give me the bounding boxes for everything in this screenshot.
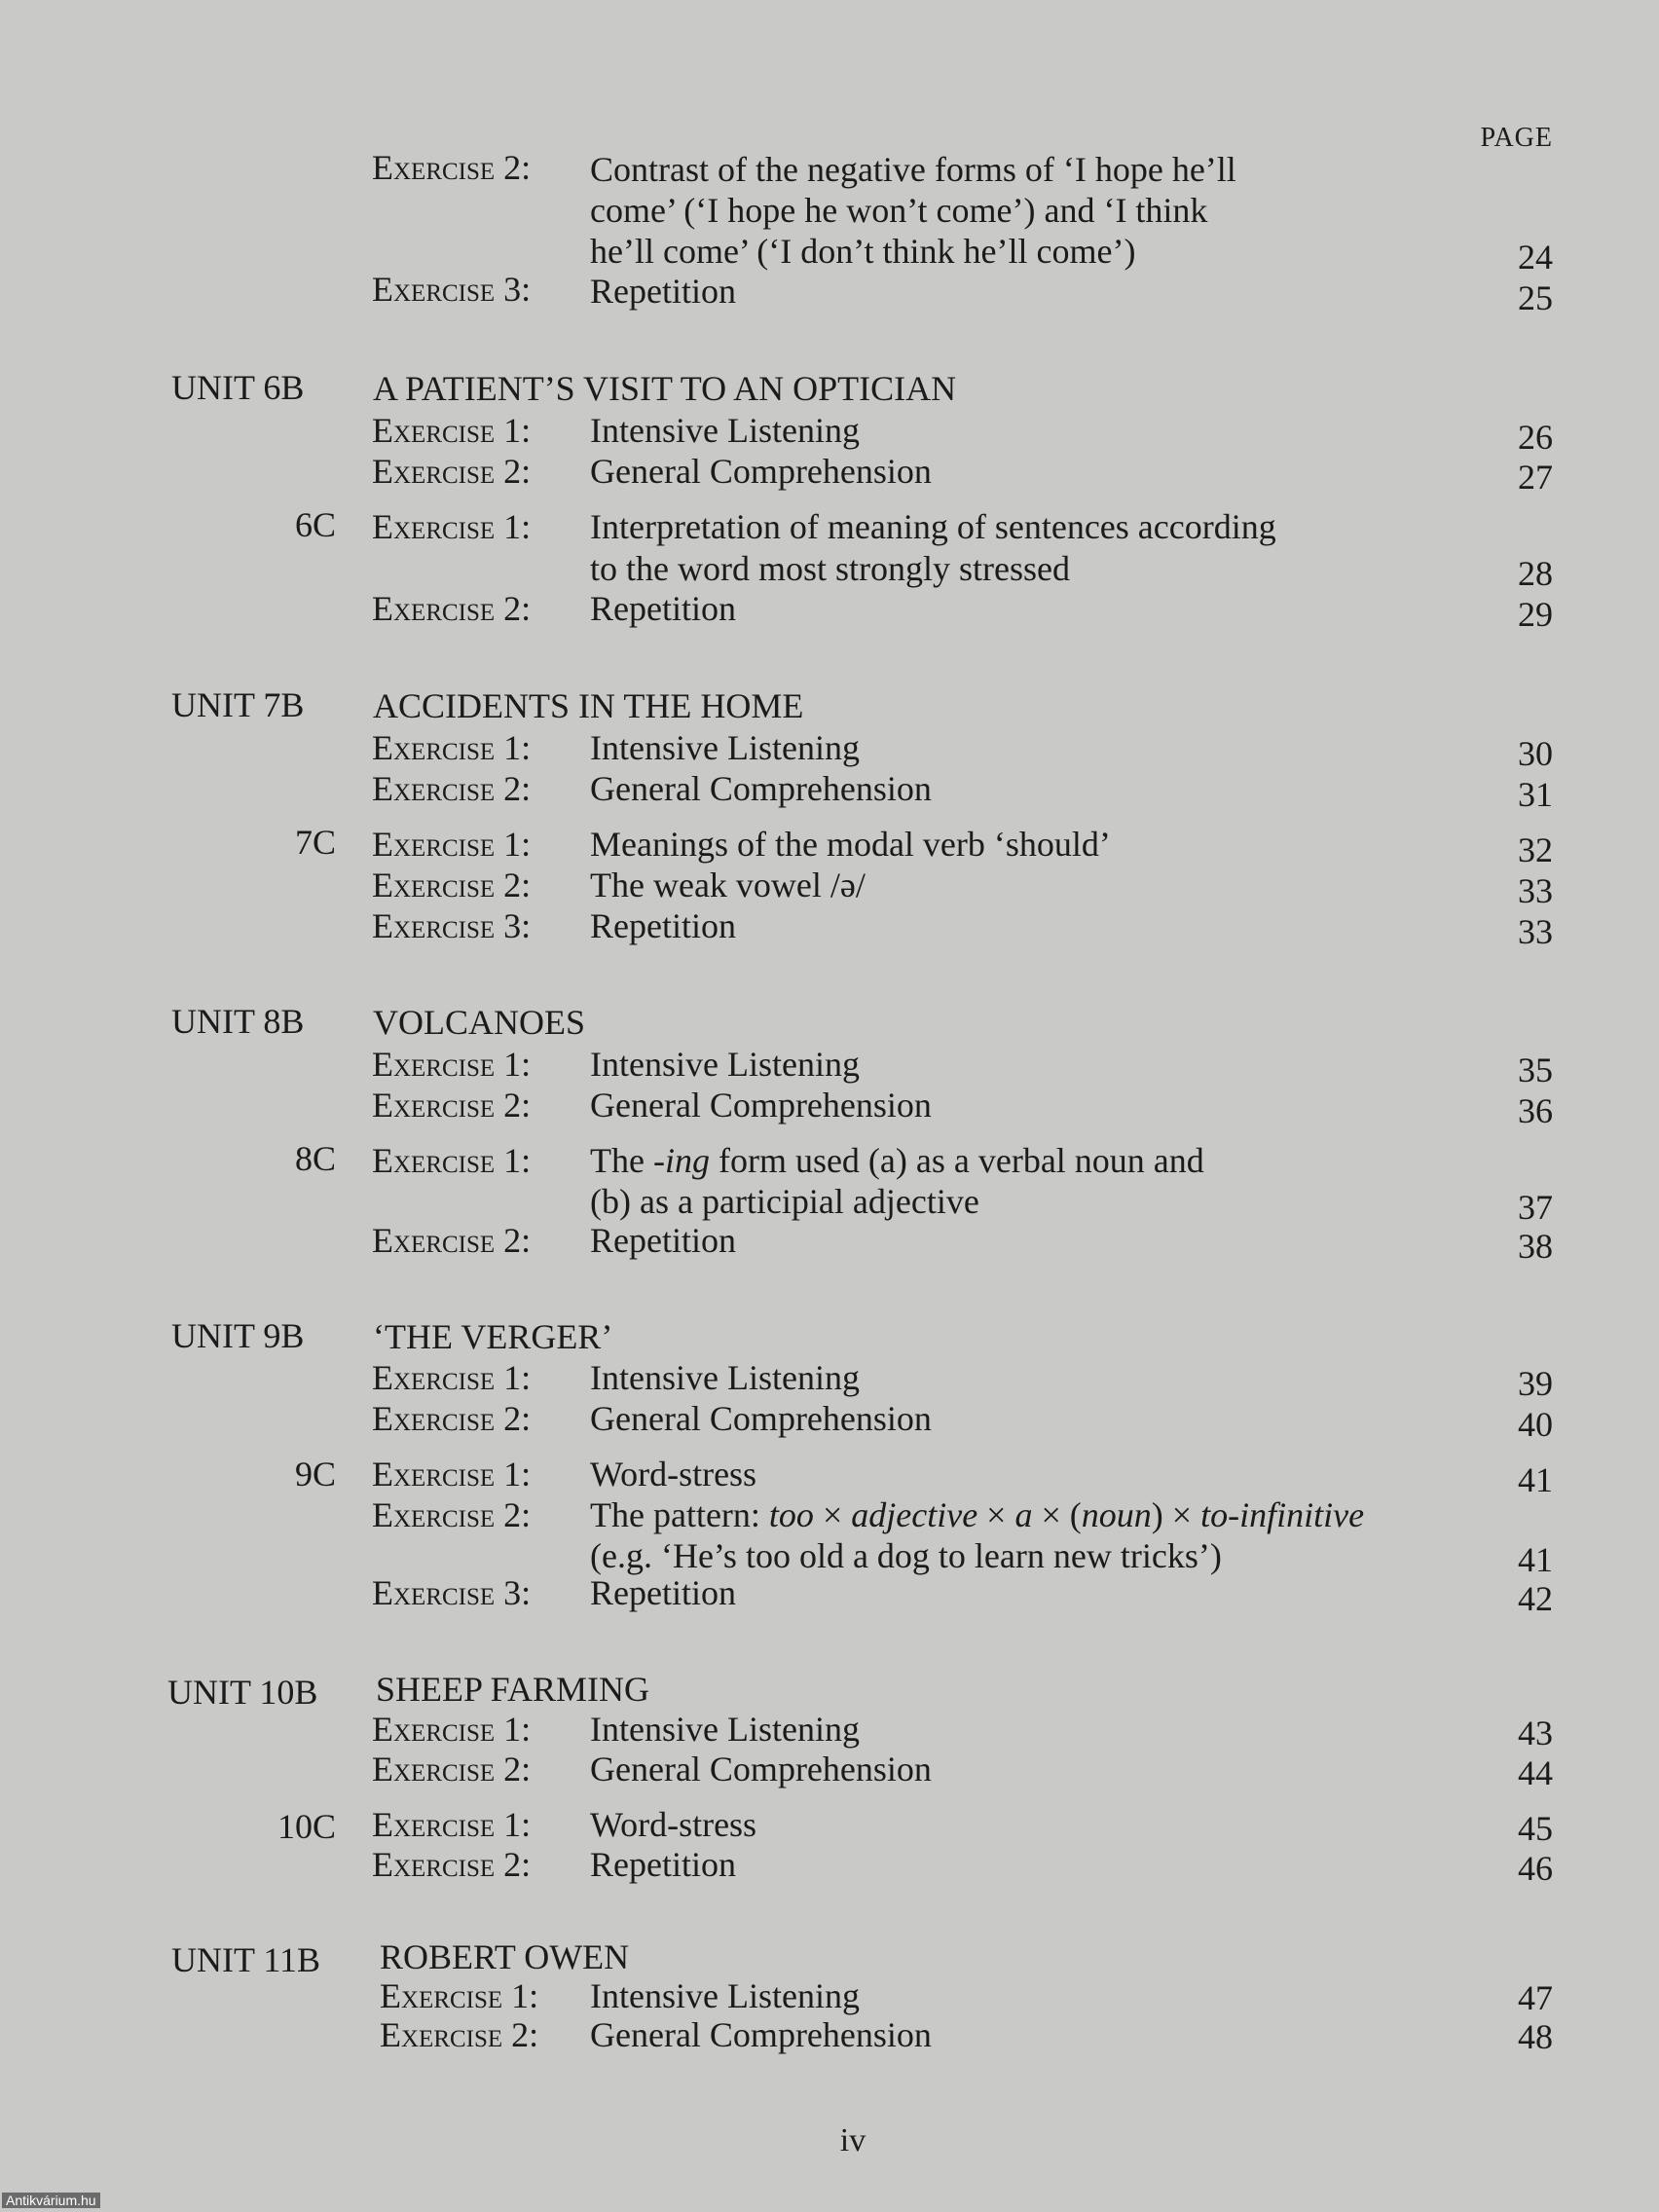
exercise-label: Exercise 1: <box>372 1710 532 1749</box>
exercise-label: Exercise 2: <box>372 1086 532 1124</box>
exercise-description: he’ll come’ (‘I don’t think he’ll come’) <box>590 232 1136 271</box>
exercise-description: Intensive Listening <box>590 1358 860 1397</box>
exercise-description: General Comprehension <box>590 2015 932 2054</box>
page-number: 39 <box>1518 1364 1553 1403</box>
exercise-description: Repetition <box>590 906 736 945</box>
exercise-description: General Comprehension <box>590 452 932 491</box>
exercise-label: Exercise 2: <box>372 1221 532 1260</box>
exercise-description: Intensive Listening <box>590 1045 860 1084</box>
exercise-label: Exercise 2: <box>372 1495 532 1534</box>
exercise-description: The -ing form used (a) as a verbal noun and <box>590 1141 1204 1180</box>
exercise-label: Exercise 2: <box>372 589 532 628</box>
page-column-header: PAGE <box>1480 123 1553 153</box>
exercise-description: Repetition <box>590 1221 736 1260</box>
exercise-description: to the word most strongly stressed <box>590 549 1070 588</box>
exercise-description: Intensive Listening <box>590 1976 860 2015</box>
exercise-description: Word-stress <box>590 1805 757 1844</box>
page-number: 46 <box>1518 1849 1553 1888</box>
exercise-description: Interpretation of meaning of sentences according <box>590 507 1276 546</box>
unit-title: ROBERT OWEN <box>380 1937 630 1976</box>
unit-title: ACCIDENTS IN THE HOME <box>373 686 804 725</box>
exercise-description: (b) as a participial adjective <box>590 1182 979 1221</box>
exercise-description: General Comprehension <box>590 769 932 808</box>
exercise-label: Exercise 3: <box>372 1573 532 1612</box>
exercise-description: come’ (‘I hope he won’t come’) and ‘I think <box>590 191 1208 230</box>
exercise-description: (e.g. ‘He’s too old a dog to learn new tricks’) <box>590 1536 1222 1575</box>
page-number: 24 <box>1518 238 1553 276</box>
exercise-label: Exercise 3: <box>372 906 532 945</box>
exercise-label: Exercise 2: <box>372 452 532 491</box>
unit-label: UNIT 8B <box>171 1002 305 1041</box>
exercise-label: Exercise 3: <box>372 270 532 309</box>
subunit-label: 7C <box>294 823 336 862</box>
page-number: 30 <box>1518 734 1553 773</box>
page-number: 45 <box>1518 1809 1553 1848</box>
exercise-description: The pattern: too × adjective × a × (noun) × to-infinitive <box>590 1495 1365 1534</box>
page-number: 25 <box>1518 278 1553 317</box>
unit-label: UNIT 6B <box>171 368 305 407</box>
exercise-label: Exercise 2: <box>372 1399 532 1438</box>
exercise-label: Exercise 2: <box>372 769 532 808</box>
unit-title: VOLCANOES <box>373 1003 586 1042</box>
page-number: 48 <box>1518 2017 1553 2056</box>
exercise-label: Exercise 1: <box>372 1358 532 1397</box>
page-number: 26 <box>1518 418 1553 457</box>
exercise-description: Contrast of the negative forms of ‘I hope he’ll <box>590 150 1236 189</box>
watermark: Antikvárium.hu <box>2 2193 100 2208</box>
unit-label: UNIT 11B <box>171 1940 320 1979</box>
page-number: 47 <box>1518 1978 1553 2017</box>
page-number: 31 <box>1518 775 1553 814</box>
page-number: 36 <box>1518 1091 1553 1130</box>
exercise-label: Exercise 2: <box>372 1750 532 1788</box>
exercise-description: General Comprehension <box>590 1086 932 1124</box>
exercise-label: Exercise 2: <box>372 866 532 904</box>
unit-label: UNIT 10B <box>167 1673 318 1712</box>
page-number: 32 <box>1518 830 1553 869</box>
exercise-description: Repetition <box>590 1573 736 1612</box>
folio-page-number: iv <box>839 2122 866 2158</box>
exercise-label: Exercise 1: <box>372 1805 532 1844</box>
exercise-label: Exercise 2: <box>372 1845 532 1884</box>
page-number: 43 <box>1518 1714 1553 1752</box>
page-number: 42 <box>1518 1579 1553 1618</box>
exercise-description: The weak vowel /ə/ <box>590 866 866 904</box>
subunit-label: 6C <box>294 505 336 544</box>
exercise-label: Exercise 1: <box>372 411 532 450</box>
exercise-label: Exercise 1: <box>372 1141 532 1180</box>
page-number: 40 <box>1518 1405 1553 1444</box>
exercise-label: Exercise 1: <box>372 1455 532 1493</box>
page-number: 27 <box>1518 458 1553 497</box>
page-number: 28 <box>1518 554 1553 593</box>
exercise-description: General Comprehension <box>590 1399 932 1438</box>
subunit-label: 8C <box>294 1139 336 1178</box>
exercise-description: Intensive Listening <box>590 728 860 767</box>
exercise-description: Repetition <box>590 1845 736 1884</box>
unit-title: A PATIENT’S VISIT TO AN OPTICIAN <box>373 369 957 408</box>
exercise-label: Exercise 1: <box>372 728 532 767</box>
exercise-label: Exercise 1: <box>372 825 532 864</box>
page-number: 33 <box>1518 912 1553 951</box>
exercise-label: Exercise 2: <box>372 148 532 187</box>
exercise-label: Exercise 1: <box>372 507 532 546</box>
page-number: 44 <box>1518 1753 1553 1792</box>
exercise-description: Repetition <box>590 589 736 628</box>
exercise-description: Intensive Listening <box>590 411 860 450</box>
page-number: 41 <box>1518 1540 1553 1579</box>
exercise-label: Exercise 1: <box>380 1976 539 2015</box>
exercise-description: Word-stress <box>590 1455 757 1493</box>
subunit-label: 10C <box>276 1807 336 1846</box>
exercise-label: Exercise 1: <box>372 1045 532 1084</box>
unit-label: UNIT 7B <box>171 685 305 724</box>
exercise-description: Meanings of the modal verb ‘should’ <box>590 825 1111 864</box>
page-number: 29 <box>1518 595 1553 634</box>
exercise-description: Intensive Listening <box>590 1710 860 1749</box>
exercise-description: Repetition <box>590 272 736 311</box>
exercise-label: Exercise 2: <box>380 2015 539 2054</box>
page-number: 41 <box>1518 1460 1553 1499</box>
unit-title: SHEEP FARMING <box>376 1670 650 1709</box>
page-number: 37 <box>1518 1188 1553 1227</box>
unit-label: UNIT 9B <box>171 1316 305 1355</box>
subunit-label: 9C <box>294 1455 336 1493</box>
page-number: 33 <box>1518 871 1553 910</box>
unit-title: ‘THE VERGER’ <box>373 1317 613 1356</box>
page-number: 35 <box>1518 1051 1553 1089</box>
exercise-description: General Comprehension <box>590 1750 932 1788</box>
page-number: 38 <box>1518 1227 1553 1266</box>
